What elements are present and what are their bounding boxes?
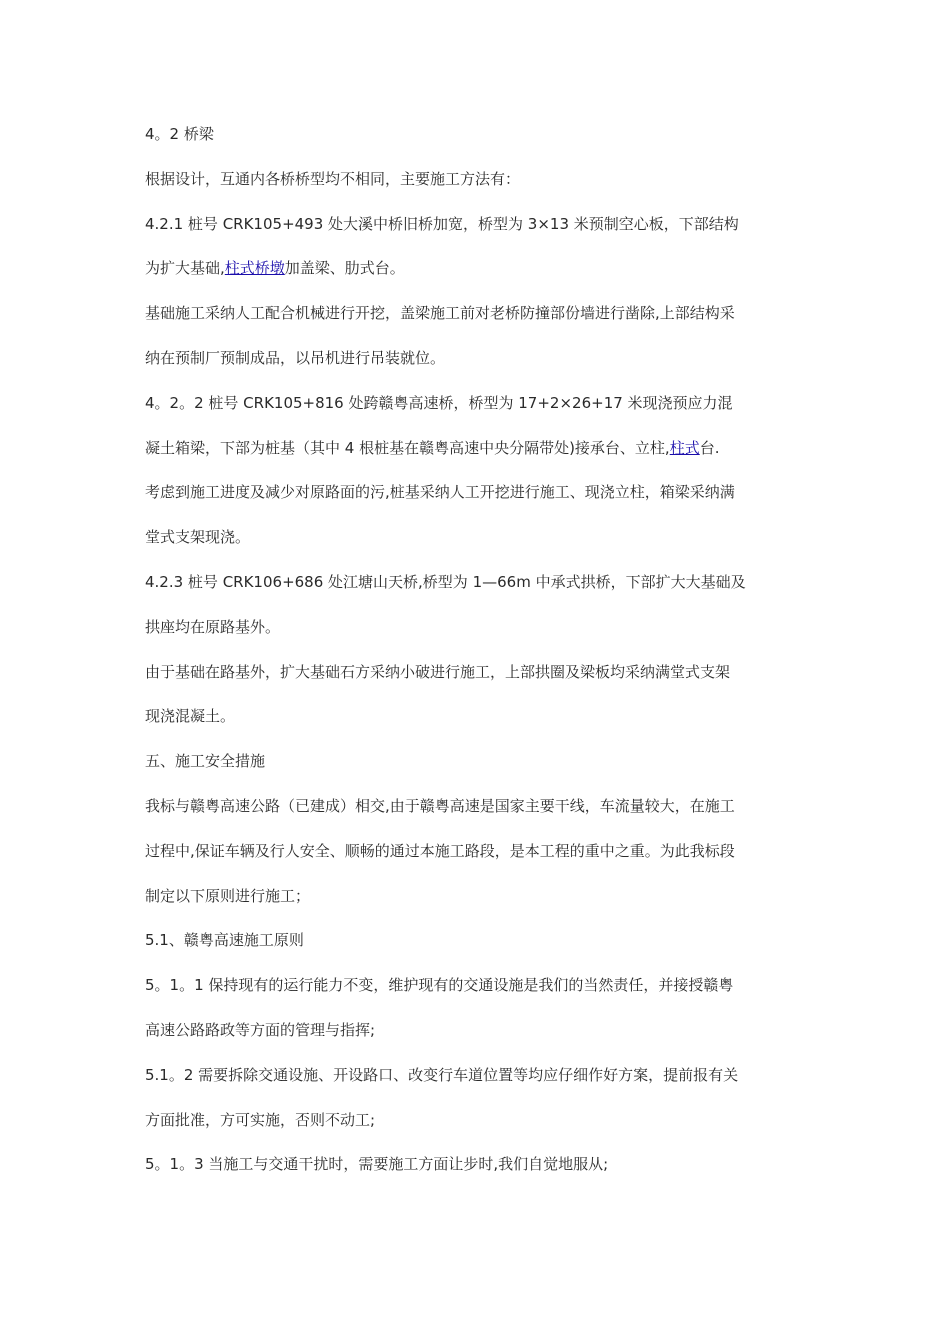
text: 5。1。3 当施工与交通干扰时，需要施工方面让步时,我们自觉地服从;: [145, 1155, 609, 1174]
paragraph-line: [145, 1064, 810, 1086]
paragraph-line: [145, 571, 810, 593]
paragraph-line: [145, 1019, 810, 1041]
text: 为扩大基础,: [145, 259, 225, 278]
paragraph-line: [145, 840, 810, 862]
paragraph-line: [145, 437, 810, 459]
paragraph-line: [145, 347, 810, 369]
text: 过程中,保证车辆及行人安全、顺畅的通过本施工路段，是本工程的重中之重。为此我标段: [145, 841, 735, 860]
text: 现浇混凝土。: [145, 707, 236, 726]
paragraph-line: [145, 1109, 810, 1131]
link-column-pier[interactable]: 柱式桥墩: [224, 259, 285, 278]
paragraph-line: [145, 974, 810, 996]
paragraph-line: [145, 616, 810, 638]
text: 拱座均在原路基外。: [145, 617, 281, 636]
text: 根据设计，互通内各桥桥型均不相同，主要施工方法有：: [145, 169, 521, 188]
text: 5。1。1 保持现有的运行能力不变，维护现有的交通设施是我们的当然责任，并接授赣粤: [145, 976, 734, 995]
paragraph-line: [145, 257, 810, 279]
text: 4。2 桥梁: [145, 125, 214, 143]
text: 4.2.3 桩号 CRK106+686 处江塘山天桥,桥型为 1—66m 中承式拱桥，下部扩大大基础及: [145, 572, 746, 591]
paragraph-line: [145, 705, 810, 727]
text: 制定以下原则进行施工；: [145, 886, 311, 905]
text: 纳在预制厂预制成品，以吊机进行吊装就位。: [145, 348, 446, 367]
document-body: [145, 123, 810, 1175]
text: 加盖梁、肋式台。: [284, 259, 405, 278]
paragraph-line: [145, 795, 810, 817]
text: 堂式支架现浇。: [145, 528, 251, 547]
text: 5.1、赣粤高速施工原则: [145, 931, 304, 950]
section-heading-4-2: [145, 123, 810, 145]
text: 五、施工安全措施: [145, 752, 266, 771]
text: 4.2.1 桩号 CRK105+493 处大溪中桥旧桥加宽，桥型为 3×13 米预制空心板，下部结构: [145, 214, 739, 233]
link-column[interactable]: 柱式: [669, 438, 700, 457]
paragraph-line: [145, 213, 810, 235]
paragraph-line: [145, 168, 810, 190]
text: 台.: [699, 438, 720, 457]
text: 4。2。2 桩号 CRK105+816 处跨赣粤高速桥，桥型为 17+2×26+17 米现浇预应力混: [145, 393, 733, 412]
text: 由于基础在路基外，扩大基础石方采纳小破进行施工，上部拱圈及梁板均采纳满堂式支架: [145, 662, 731, 681]
paragraph-line: [145, 526, 810, 548]
text: 方面批准，方可实施，否则不动工;: [145, 1110, 376, 1129]
text: 考虑到施工进度及减少对原路面的污,桩基采纳人工开挖进行施工、现浇立柱，箱梁采纳满: [145, 483, 735, 502]
paragraph-line: [145, 661, 810, 683]
text: 高速公路路政等方面的管理与指挥;: [145, 1020, 376, 1039]
section-heading-5: [145, 750, 810, 772]
paragraph-line: [145, 885, 810, 907]
paragraph-line: [145, 1153, 810, 1175]
text: 凝土箱梁，下部为桩基（其中 4 根桩基在赣粤高速中央分隔带处)接承台、立柱,: [145, 438, 670, 457]
paragraph-line: [145, 392, 810, 414]
paragraph-line: [145, 481, 810, 503]
text: 我标与赣粤高速公路（已建成）相交,由于赣粤高速是国家主要干线，车流量较大，在施工: [145, 796, 735, 815]
text: 5.1。2 需要拆除交通设施、开设路口、改变行车道位置等均应仔细作好方案，提前报有关: [145, 1065, 739, 1084]
text: 基础施工采纳人工配合机械进行开挖，盖梁施工前对老桥防撞部份墙进行凿除,上部结构采: [145, 304, 735, 323]
paragraph-line: [145, 302, 810, 324]
section-heading-5-1: [145, 929, 810, 951]
